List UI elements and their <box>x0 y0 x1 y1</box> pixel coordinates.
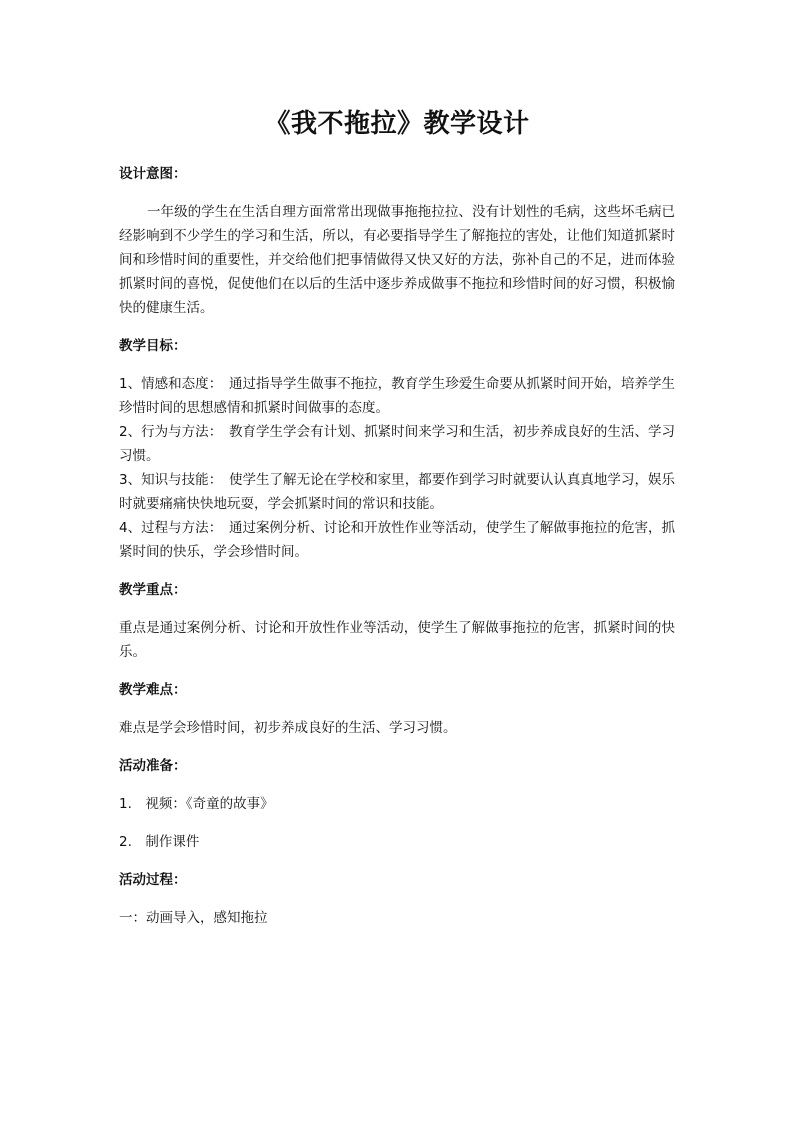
section-heading-keypoint: 教学重点： <box>119 582 187 598</box>
section-heading-goals: 教学目标： <box>119 338 187 354</box>
document-title: 《我不拖拉》教学设计 <box>264 109 530 139</box>
goal-item-4: 4、过程与方法： 通过案例分析、讨论和开放性作业等活动，使学生了解做事拖拉的危害，抓紧时间的快乐，学会珍惜时间。 <box>119 520 675 560</box>
intent-paragraph: 一年级的学生在生活自理方面常常出现做事拖拖拉拉、没有计划性的毛病，这些坏毛病已经影响到不少学生的学习和生活，所以，有必要指导学生了解拖拉的害处，让他们知道抓紧时间和珍惜时间的重要性，并交给他们把事情做得又快又好的方法，弥补自己的不足，进而体验抓紧时间的喜悦，促使他们在以后的生活中逐步养成做事不拖拉和珍惜时间的好习惯，积极愉快的健康生活。 <box>119 204 675 316</box>
goal-item-1: 1、情感和态度： 通过指导学生做事不拖拉，教育学生珍爱生命要从抓紧时间开始，培养学生珍惜时间的思想感情和抓紧时间做事的态度。 <box>119 376 675 416</box>
section-heading-intent: 设计意图： <box>119 166 187 182</box>
keypoint-paragraph: 重点是通过案例分析、讨论和开放性作业等活动，使学生了解做事拖拉的危害，抓紧时间的快乐。 <box>119 620 675 660</box>
section-heading-preparation: 活动准备： <box>119 758 187 774</box>
goal-item-3: 3、知识与技能： 使学生了解无论在学校和家里，都要作到学习时就要认认真真地学习，娱乐时就要痛痛快快地玩耍，学会抓紧时间的常识和技能。 <box>119 472 675 512</box>
difficulty-paragraph: 难点是学会珍惜时间，初步养成良好的生活、学习习惯。 <box>119 720 457 736</box>
preparation-item-2: 2. 制作课件 <box>119 834 200 850</box>
document-body <box>119 162 675 930</box>
process-step-1: 一：动画导入，感知拖拉 <box>119 910 268 926</box>
preparation-item-1: 1. 视频：《奇童的故事》 <box>119 796 274 812</box>
section-heading-process: 活动过程： <box>119 872 187 888</box>
goal-item-2: 2、行为与方法： 教育学生学会有计划、抓紧时间来学习和生活，初步养成良好的生活、学习习惯。 <box>119 424 675 464</box>
section-heading-difficulty: 教学难点： <box>119 682 187 698</box>
